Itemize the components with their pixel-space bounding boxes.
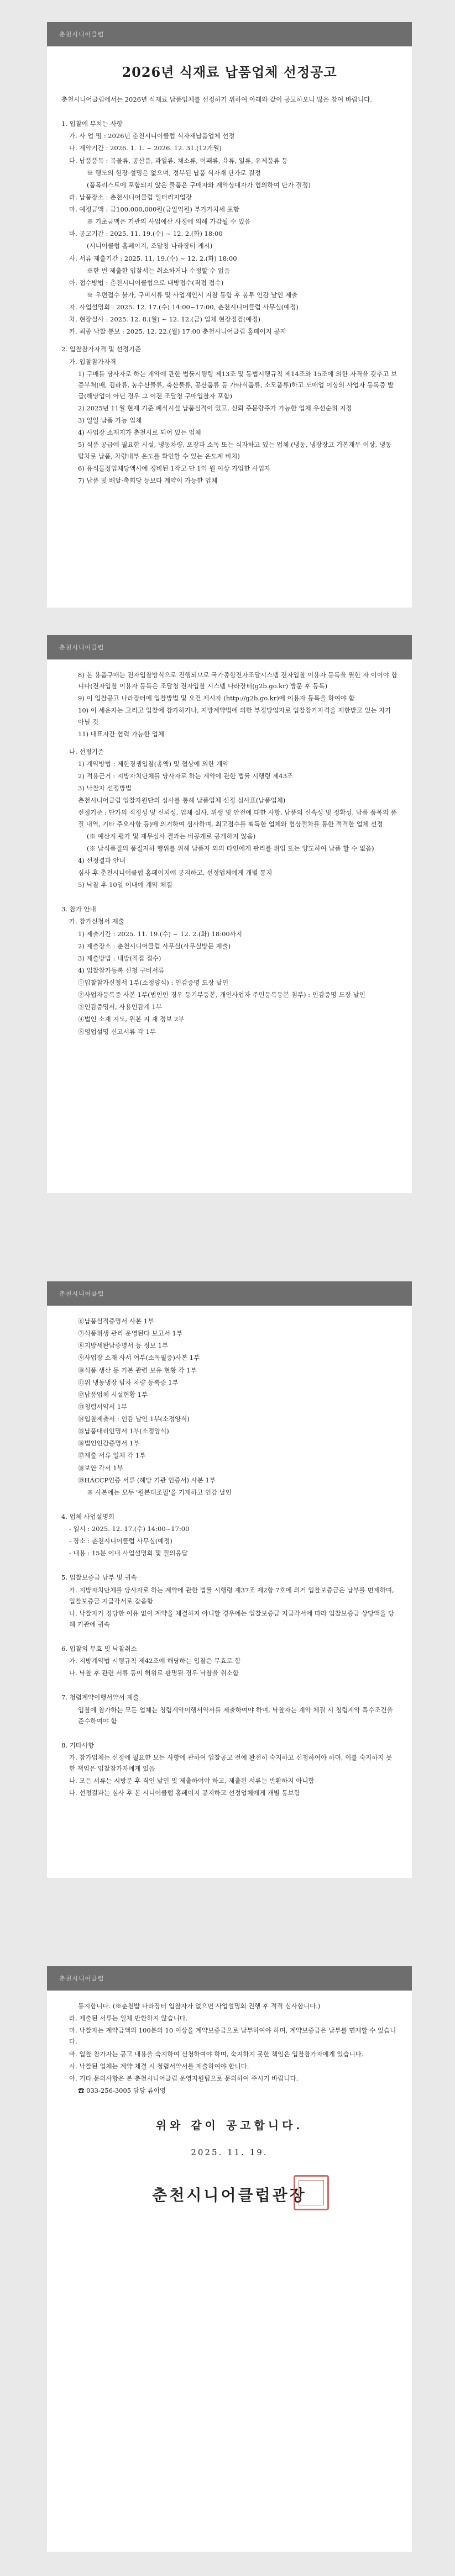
notice-line: ⑯법인인감증명서 1부 <box>78 1439 140 1448</box>
notice-line: 8. 기타사항 <box>61 1741 95 1749</box>
notice-line: ※ 기초금액은 기관의 사업예산 사정에 의해 가감될 수 있음 <box>87 218 251 226</box>
notice-line: (품목리스트에 포함되지 않은 물품은 구매자와 계약상대자가 협의하여 단가 결정) <box>87 181 311 189</box>
spacer <box>61 1499 398 1505</box>
notice-line: ③인감증명서, 사용인감계 1부 <box>78 1003 162 1011</box>
notice-line: 나. 낙찰 후 관련 서류 등이 허위로 판명될 경우 낙찰을 취소함 <box>69 1669 239 1677</box>
notice-panel-4 <box>47 1966 412 2552</box>
panel-body <box>47 46 412 498</box>
notice-line: 3) 낙찰자 선정방법 <box>78 784 132 793</box>
notice-line: 가. 사 업 명 : 2026년 춘천시니어클럽 식자재납품업체 선정 <box>69 132 235 140</box>
notice-line: (※ 예산지 평가 및 재무심사 결과는 비공개로 공개하지 않음) <box>87 832 256 840</box>
notice-line: ⑤영업설명 신고서류 각 1부 <box>78 1027 156 1036</box>
notice-line: 3. 참가 안내 <box>61 905 96 914</box>
notice-line: ⑲HACCP인증 서류 (해당 기관 인증서) 사본 1부 <box>78 1476 216 1484</box>
notice-line: - 일시 : 2025. 12. 17.(수) 14:00~17:00 <box>69 1525 190 1533</box>
notice-line: ⑫납품업체 시설현황 1부 <box>78 1390 148 1398</box>
notice-line: 4) 선정결과 안내 <box>78 856 125 864</box>
notice-title: 2026년 식재료 납품업체 선정공고 <box>122 64 337 80</box>
notice-line: 10) 이 세운자는 고리고 입찰에 참가하거나, 지방계약법에 의한 부정당업자로 입찰참가자격을 제한받고 있는 자가 아닐 것 <box>78 706 391 726</box>
notice-line: ⑨사업장 소재 사서 여부(소독필증)사본 1부 <box>78 1354 200 1362</box>
notice-line: 선정기준 : 단가의 적정성 및 신뢰성, 업체 실사, 위생 및 안전에 대한 사항, 납품의 신속성 및 정확성, 납품 품목의 품질 내역, 기타 주요사항 등)에 의거하여 심사하며, 최고점수를 획득한 업체와 협상절차를 통한 적격한 업체 선정 <box>78 809 397 828</box>
notice-line: 통지합니다. (※춘천밥 나라장터 입찰자가 없으면 사업설명회 진행 후 적격 심사합니다.) <box>78 2002 321 2010</box>
panel-header-label: 춘천시니어클럽 <box>59 644 104 651</box>
notice-line: ※ 행도의 현장·설명은 없으며, 정부된 납품 식자재 단가로 결정 <box>87 168 261 177</box>
notice-line: 심사 후 춘천시니어클럽 홈페이지에 공지하고, 선정업체에게 개별 통지 <box>78 869 273 877</box>
notice-line: ⑬청렴서약서 1부 <box>78 1402 128 1411</box>
notice-line: 1) 제출기간 : 2025. 11. 19.(수) ~ 12. 2.(화) 18:00까지 <box>78 930 242 938</box>
notice-line: 나. 낙찰자가 정당한 이유 없이 계약을 체결하지 아니할 경우에는 입찰보증금 지급각서에 따라 입찰보증금 상당액을 당해 기관에 귀속 <box>69 1609 395 1628</box>
section-heading: 2. 입찰참가자격 및 선정기준 <box>61 345 142 353</box>
spacer <box>61 1680 398 1685</box>
notice-date: 2025. 11. 19. <box>191 2147 268 2157</box>
notice-line: ⑥납품실적증명서 사본 1부 <box>78 1317 154 1325</box>
notice-line: 7. 청렴계약이행서약서 제출 <box>61 1693 139 1702</box>
notice-line: 2) 적용근거 : 지방자치단체를 당사자로 하는 계약에 관한 법률 시행령 제43조 <box>78 772 294 780</box>
notice-line: - 내용 : 15분 이내 사업설명회 및 질의응답 <box>69 1549 188 1558</box>
panel-body <box>47 659 412 1049</box>
notice-line: 춘천시니어클럽 입찰자원단의 심사를 통해 납품업체 선정 심사표(납품업체) <box>78 796 286 805</box>
notice-line: 나. 모든 서류는 시방문 후 직인 날인 및 제출하여야 하고, 제출된 서류는 반환하지 아니함 <box>69 1777 315 1785</box>
notice-line: 바. 공고기간 : 2025. 11. 19.(수) ~ 12. 2.(화) 18:00 <box>69 230 223 238</box>
notice-line: 다. 선정결과는 심사 후 본 시니어클럽 홈페이지 공지하고 선정업체에게 개별 통보함 <box>69 1789 300 1797</box>
notice-line: 가. 지방계약법 시행규칙 제42조에 해당하는 입찰은 무효로 함 <box>69 1657 241 1665</box>
signer-name: 춘천시니어클럽관장 <box>152 2186 307 2205</box>
panel-header <box>47 635 412 659</box>
notice-line: 가. 참가신청서 제출 <box>69 917 124 926</box>
notice-line: - 장소 : 춘천시니어클럽 사무실(예정) <box>69 1537 172 1545</box>
notice-line: 아. 접수방법 : 춘천시니어클럽으로 내방접수(직접 접수) <box>69 278 224 287</box>
notice-line: 4) 사업장 소재지가 춘천시로 되어 있는 업체 <box>78 429 201 437</box>
panel-body <box>47 1991 412 2220</box>
spacer <box>61 1728 398 1733</box>
notice-line: ⑮납품대리인명서 1부(소정양식) <box>78 1427 169 1435</box>
notice-line: 아. 기타 문의사항은 본 춘천시니어클럽 운영지원팀으로 문의하여 주시기 바랍니다. <box>69 2074 299 2082</box>
notice-panel-3 <box>47 1281 412 1878</box>
panel-header-label: 춘천시니어클럽 <box>59 1975 104 1982</box>
panel-header <box>47 1966 412 1991</box>
notice-line: 사. 서류 제출기간 : 2025. 11. 19.(수) ~ 12. 2.(화) 18:00 <box>69 254 237 262</box>
spacer <box>61 1560 398 1565</box>
notice-line: 입찰에 참가하는 모든 업체는 청렴계약이행서약서를 제출하여야 하며, 낙찰자는 계약 체결 시 청렴계약 특수조건을 준수하여야 함 <box>78 1706 393 1725</box>
signer-block <box>61 2182 398 2209</box>
panel-header <box>47 1281 412 1306</box>
notice-line: 6) 유식물정업체당액사에 정비된 1작고 단 1억 원 이상 가입한 사업자 <box>78 464 271 472</box>
spacer <box>61 1631 398 1637</box>
notice-line: 4) 입찰참가등록 신청 구비서류 <box>78 966 165 974</box>
notice-line: ④법인 소재 지도, 원본 지 재 정보 2부 <box>78 1015 185 1023</box>
notice-line: 5. 입찰보증금 납부 및 귀속 <box>61 1574 137 1582</box>
notice-line: 5) 식품 공급에 필요한 시설, 냉동차량, 포장과 소독 또는 식자하고 있는 업체 (냉동, 냉장장고 기본재무 이상, 냉동 탑차로 납품, 차량내부 온도를 확인할 수 있는 온도계 비치) <box>78 441 392 460</box>
notice-line: ⑪위 냉동냉장 탑차 차량 등록증 1부 <box>78 1378 179 1386</box>
notice-line: (시니어클럽 홈페이지, 조달청 나라장터 게시) <box>87 242 213 250</box>
panel-header-label: 춘천시니어클럽 <box>59 1290 104 1297</box>
notice-line: 3) 일일 납품 가능 업체 <box>78 416 142 425</box>
notice-line: 가. 지방자치단체를 당사자로 하는 계약에 관한 법률 시행령 제37조 제2항 7호에 의거 입찰보증금은 납부를 면제하며, 입찰보증금 지급각서로 갈음함 <box>69 1586 394 1605</box>
notice-line: 5) 낙찰 후 10일 이내에 계약 체결 <box>78 881 172 889</box>
notice-line: ⑱보안 각서 1부 <box>78 1464 123 1472</box>
notice-line: 3) 제출방법 : 내방(직접 접수) <box>78 954 161 962</box>
notice-line: 가. 입찰참가자격 <box>69 357 117 366</box>
notice-line: 2) 2025년 11월 현재 기준 폐식시설 납품실적이 있고, 신뢰 주문량주가 가능한 업체 우선순위 지정 <box>78 404 352 412</box>
notice-line: 2) 제출장소 : 춘천시니어클럽 사무실(사무실방문 제출) <box>78 942 231 950</box>
notice-panel-1 <box>47 22 412 608</box>
notice-line: 라. 제출된 서류는 일체 반환하지 않습니다. <box>69 2014 188 2023</box>
closing-statement: 위와 같이 공고합니다. <box>155 2119 304 2132</box>
notice-line: 9) 이 입찰공고 나라장터에 입찰방법 및 요건 제시자 (http://g2b.go.kr)에 이용자 등록을 하여야 함 <box>78 694 355 703</box>
notice-line: ①입찰참가신청서 1부(소정양식) : 인감증명 도장 날인 <box>78 979 229 986</box>
notice-line: ※ 사본에는 모두 '원본대조필'을 기재하고 인감 날인 <box>87 1488 232 1496</box>
notice-line: 마. 낙찰자는 계약금액의 100분의 10 이상을 계약보증금으로 납부하여야 하며, 계약보증금은 납부를 면제할 수 있습니다. <box>69 2026 396 2046</box>
notice-line: 카. 최종 낙찰 통보 : 2025. 12. 22.(월) 17:00 춘천시니어클럽 홈페이지 공지 <box>69 328 286 336</box>
notice-line: 차. 현장실사 : 2025. 12. 8.(월) ~ 12. 12.(금) 업체 현장점검(예정) <box>69 315 261 324</box>
notice-line: 8) 본 용품구매는 전자입찰방식으로 진행되므로 국가종합전자조달시스템 전자입찰 이용자 등록을 필한 자 이어야 합니다(전자입찰 이용자 등록은 조달청 전자입찰 시스템 나라장터(g2b.go.kr) 방문 후 등록) <box>78 671 398 690</box>
notice-line: ※한 번 제출한 입찰서는 취소하거나 수정할 수 없음 <box>87 266 231 275</box>
spacer <box>61 741 398 746</box>
panel-header-label: 춘천시니어클럽 <box>59 31 104 38</box>
notice-line: 나. 선정기준 <box>69 747 104 756</box>
notice-line: 7) 납품 및 배달·축회당 등보다 계약이 가능한 업체 <box>78 476 218 484</box>
notice-line: 가. 참가업체는 선정에 필요한 모든 사항에 관하여 입찰공고 전에 완전히 숙지하고 신청하여야 하며, 이를 숙지하지 못한 책임은 입찰참가자에게 있음 <box>69 1753 393 1772</box>
notice-line: ⑰제출 서류 일체 각 1부 <box>78 1451 146 1460</box>
closing-notes <box>61 2000 398 2096</box>
notice-panel-2 <box>47 635 412 1193</box>
notice-line: 사. 낙찰된 업체는 계약 체결 시 청렴서약서를 제출하여야 합니다. <box>69 2062 249 2070</box>
notice-line: ⑩식품 생산 등 기본 관련 보유 현황 각 1부 <box>78 1366 197 1374</box>
section-heading: 1. 입찰에 부치는 사항 <box>61 120 123 128</box>
notice-line: ※ 우편접수 불가, 구비서류 및 사업계인서 지참 통함 후 봉투 인감 날인 제출 <box>87 291 298 299</box>
notice-line: 11) 대표자간 협력 가능한 업체 <box>78 730 164 738</box>
notice-line: ②사업자등록증 사본 1부(법인인 경우 등기부등본, 개인사업자 주민등록등본 첨부) : 인감증명 도장 날인 <box>78 991 365 999</box>
notice-line: 1) 구매를 당사자로 하는 계약에 관한 법률시행령 제13조 및 동법시행규칙 제14조와 15조에 의한 자격을 갖추고 보증부처(배, 김라류, 농수산물류, 축산물류, 공산품류 등 가타식품류, 소모품류)하고 도매업 이상의 사업자 등록증 발급(해당업이 아닌 경우 그 이전 조달청 구매입찰자 포함) <box>78 369 398 400</box>
notice-line: 나. 계약기간 : 2026. 1. 1. ~ 2026. 12. 31.(12개월) <box>69 144 222 152</box>
notice-line: 마. 예정금액 : 금100,000,000원(금일억원) 부가가치세 포함 <box>69 205 239 213</box>
notice-line: 자. 사업설명회 : 2025. 12. 17.(수) 14:00~17:00, 춘천시니어클럽 사무실(예정) <box>69 303 299 311</box>
official-seal-icon <box>294 2175 329 2210</box>
spacer <box>61 891 398 897</box>
notice-line: (※ 납식품질의 품질저하 행위를 위해 납품자 외의 타인에게 판리를 위임 또는 양도하여 납품 할 수 없음) <box>87 844 374 852</box>
notice-line: 4. 업체 사업설명회 <box>61 1512 115 1521</box>
notice-line: ⑭입찰제출서 : 인감 날인 1부(소정양식) <box>78 1415 190 1423</box>
notice-line: 바. 입찰 참가자는 공고 내용을 숙지하여 신청하여야 하며, 숙지하지 못한 책임은 입찰참가자에게 있습니다. <box>69 2050 364 2058</box>
notice-line: 6. 입찰의 무효 및 낙찰취소 <box>61 1645 137 1653</box>
notice-line: ☎ 033-256-3005 담당 류이영 <box>78 2086 166 2094</box>
intro-text: 춘천시니어클럽에서는 2026년 식재료 납품업체를 선정하기 위하여 아래와 같이 공고하오니 많은 참여 바랍니다. <box>61 96 372 103</box>
notice-line: 1) 계약방법 : 제한경쟁입찰(총액) 및 협상에 의한 계약 <box>78 759 229 768</box>
notice-line: 다. 납품품목 : 곡물류, 공산품, 과일류, 채소류, 어패류, 육류, 일류, 유제품류 등 <box>69 156 288 165</box>
panel-header <box>47 22 412 46</box>
notice-line: ⑧지방세완납증명서 등 정보 1부 <box>78 1342 169 1350</box>
notice-line: 라. 납품장소 : 춘천시니어클럽 일터리지업장 <box>69 193 192 201</box>
section-list <box>61 118 398 486</box>
panel-body <box>47 1306 412 1810</box>
notice-line: ⑦식품위생 관리 운영된다 보고서 1부 <box>78 1329 182 1338</box>
